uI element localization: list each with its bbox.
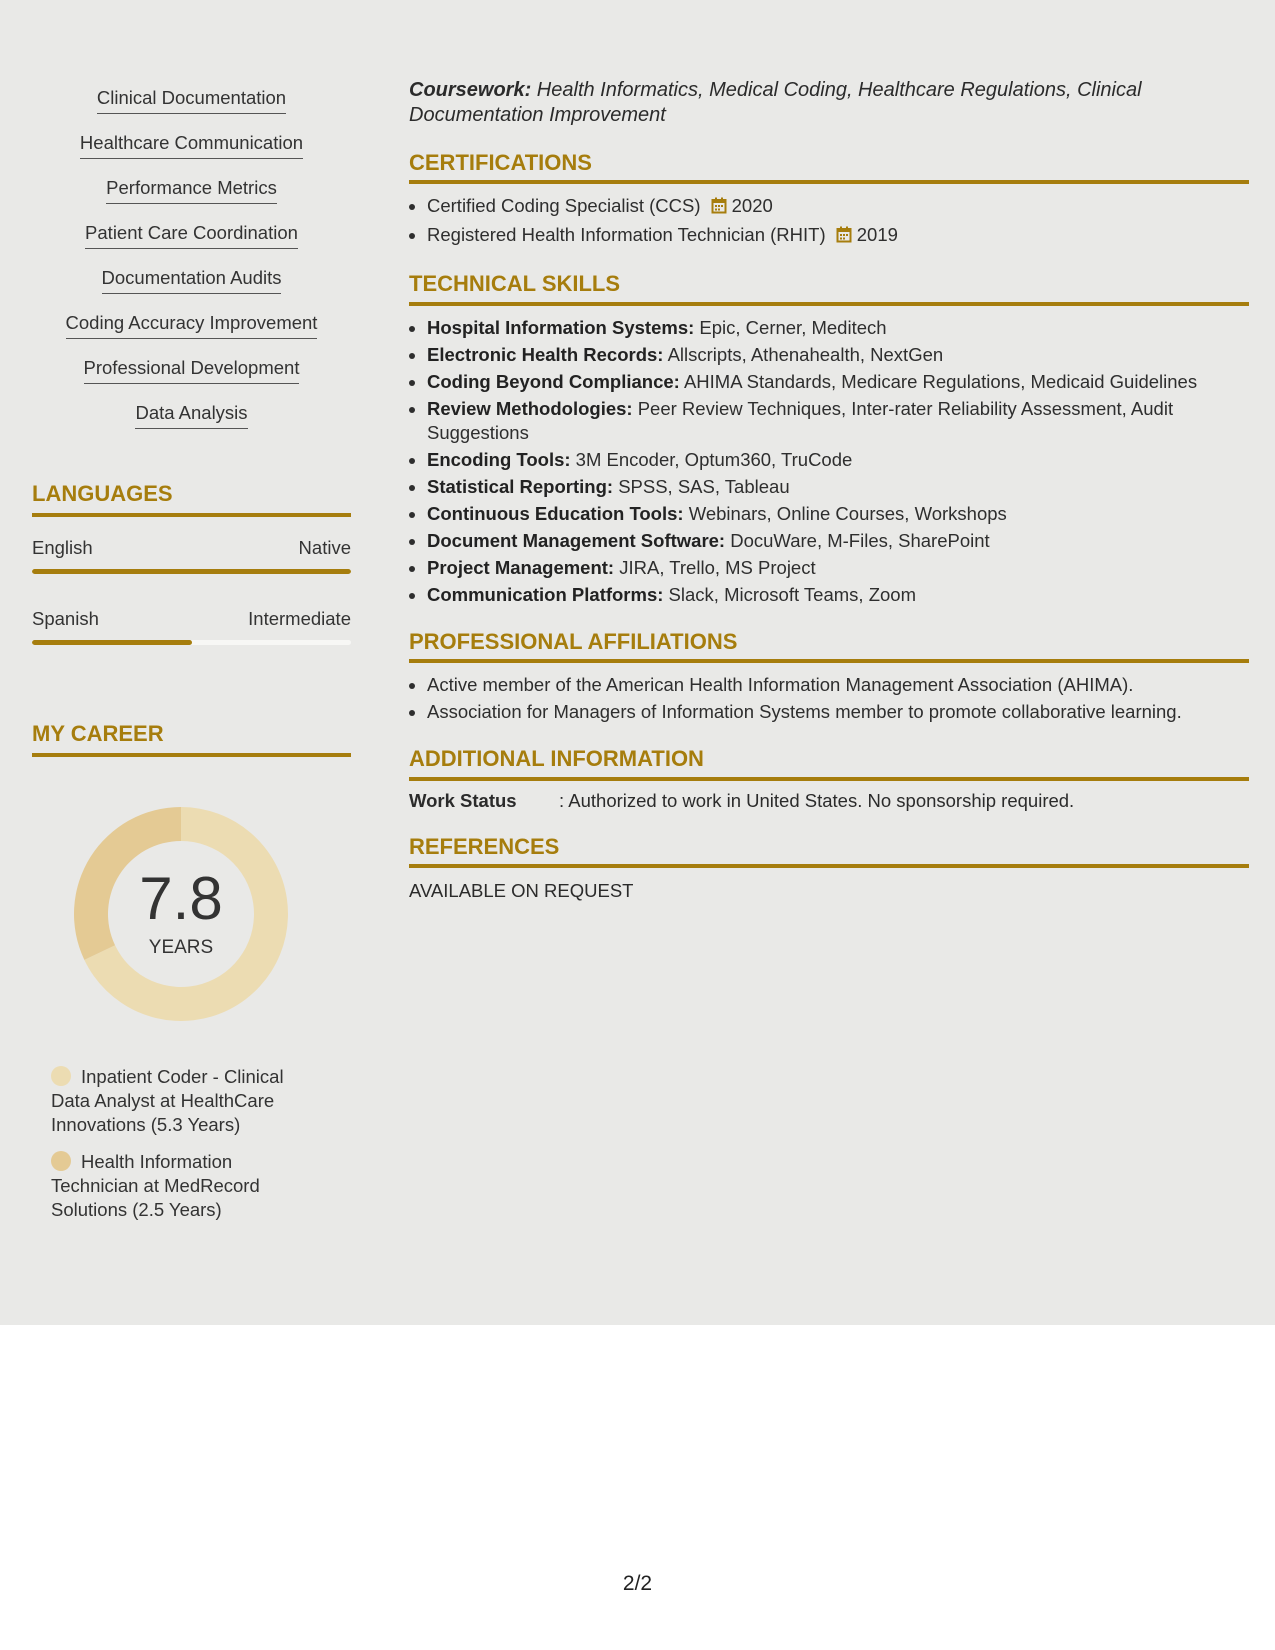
work-status-row — [409, 790, 1249, 812]
languages-heading: LANGUAGES — [32, 481, 351, 517]
technical-skill-item: Review Methodologies: Peer Review Techniques, Inter-rater Reliability Assessment, Audit Suggestions — [409, 397, 1249, 445]
technical-skills-section — [409, 271, 1249, 606]
page-number: 2/2 — [622, 1572, 653, 1595]
language-name: English — [32, 537, 93, 559]
language-item — [32, 608, 351, 645]
skill-tag: Documentation Audits — [32, 267, 351, 312]
coursework-label: Coursework: — [409, 79, 532, 101]
legend-item: Health Information Technician at MedRecord Solutions (2.5 Years) — [51, 1150, 260, 1220]
skills-list — [32, 0, 351, 447]
certification-year: 2019 — [856, 224, 898, 246]
skill-tag: Coding Accuracy Improvement — [32, 312, 351, 357]
technical-skill-item: Project Management: JIRA, Trello, MS Project — [409, 556, 1249, 580]
affiliation-item: Association for Managers of Information Systems member to promote collaborative learning. — [409, 700, 1249, 724]
coursework-text: Health Informatics, Medical Coding, Healthcare Regulations, Clinical Documentation Improvement — [409, 79, 1142, 126]
certification-item: Registered Health Information Technician (RHIT) 2019 — [409, 223, 1249, 249]
career-total-years: 7.8 — [139, 865, 223, 933]
skill-tag: Professional Development — [32, 357, 351, 402]
skill-tag: Clinical Documentation — [32, 87, 351, 132]
skill-tag: Healthcare Communication — [32, 132, 351, 177]
language-level: Intermediate — [248, 608, 351, 630]
affiliation-item: Active member of the American Health Information Management Association (AHIMA). — [409, 673, 1249, 697]
additional-info-heading: ADDITIONAL INFORMATION — [409, 746, 1249, 780]
certification-year: 2020 — [731, 195, 773, 217]
legend-dot — [51, 1151, 71, 1171]
technical-skill-item: Document Management Software: DocuWare, M-Files, SharePoint — [409, 529, 1249, 553]
technical-skill-item: Coding Beyond Compliance: AHIMA Standards, Medicare Regulations, Medicaid Guidelines — [409, 370, 1249, 394]
affiliations-section — [409, 629, 1249, 724]
calendar-icon — [836, 225, 852, 249]
legend-dot — [51, 1066, 71, 1086]
career-total-unit: YEARS — [148, 937, 214, 959]
language-level: Native — [298, 537, 351, 559]
career-donut-chart — [66, 799, 296, 1029]
references-section — [409, 834, 1249, 902]
legend-item: Inpatient Coder - Clinical Data Analyst at HealthCare Innovations (5.3 Years) — [51, 1066, 284, 1136]
language-proficiency-bar — [32, 569, 351, 574]
work-status-value: : Authorized to work in United States. No sponsorship required. — [559, 789, 1075, 811]
right-column — [409, 78, 1249, 902]
technical-skill-item: Continuous Education Tools: Webinars, Online Courses, Workshops — [409, 502, 1249, 526]
language-proficiency-fill — [32, 640, 192, 645]
additional-info-section — [409, 746, 1249, 811]
work-status-label: Work Status — [409, 789, 517, 811]
career-section — [32, 721, 351, 1234]
references-text: AVAILABLE ON REQUEST — [409, 879, 634, 901]
career-legend — [51, 1065, 301, 1221]
technical-skills-heading: TECHNICAL SKILLS — [409, 271, 1249, 305]
technical-skill-item: Electronic Health Records: Allscripts, Athenahealth, NextGen — [409, 343, 1249, 367]
language-proficiency-fill — [32, 569, 351, 574]
language-proficiency-bar — [32, 640, 351, 645]
technical-skill-item: Hospital Information Systems: Epic, Cerner, Meditech — [409, 316, 1249, 340]
references-heading: REFERENCES — [409, 834, 1249, 868]
technical-skill-item: Statistical Reporting: SPSS, SAS, Tableau — [409, 475, 1249, 499]
certification-item: Certified Coding Specialist (CCS) 2020 — [409, 194, 1249, 220]
left-column — [32, 0, 351, 1220]
affiliations-heading: PROFESSIONAL AFFILIATIONS — [409, 629, 1249, 663]
coursework — [409, 78, 1249, 128]
certifications-section — [409, 150, 1249, 249]
languages-section — [32, 481, 351, 645]
calendar-icon — [711, 196, 727, 220]
career-heading: MY CAREER — [32, 721, 351, 757]
skill-tag: Data Analysis — [32, 402, 351, 447]
skill-tag: Patient Care Coordination — [32, 222, 351, 267]
technical-skill-item: Communication Platforms: Slack, Microsoft Teams, Zoom — [409, 583, 1249, 607]
language-item — [32, 537, 351, 574]
language-name: Spanish — [32, 608, 99, 630]
certifications-heading: CERTIFICATIONS — [409, 150, 1249, 184]
skill-tag: Performance Metrics — [32, 177, 351, 222]
technical-skill-item: Encoding Tools: 3M Encoder, Optum360, TruCode — [409, 448, 1249, 472]
